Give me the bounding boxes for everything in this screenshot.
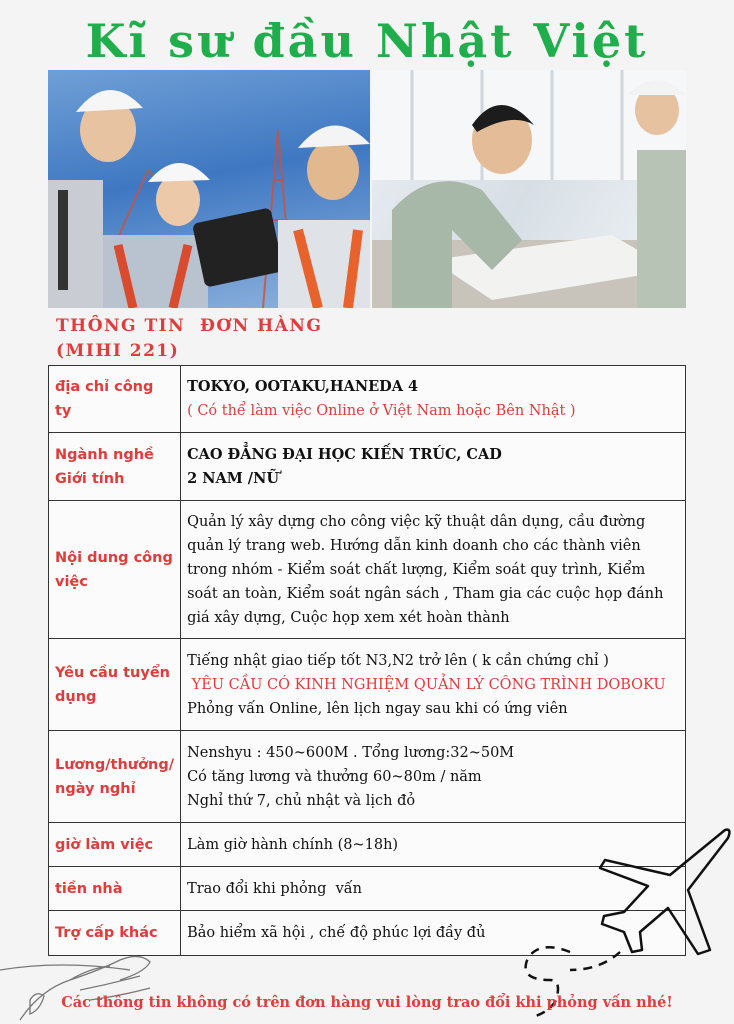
order-heading-line1: THÔNG TIN ĐƠN HÀNG (56, 316, 323, 336)
salary-value: Nenshyu : 450~600M . Tổng lương:32~50M (187, 744, 515, 761)
table-row-allowances (49, 911, 686, 956)
language-requirement: Tiếng nhật giao tiếp tốt N3,N2 trở lên ( k cần chứng chỉ ) (187, 652, 609, 669)
table-row-requirements (49, 639, 686, 731)
engineers-outdoor-illustration (48, 70, 370, 308)
row-value (181, 823, 686, 867)
engineer-desk-illustration (372, 70, 686, 308)
footer-note: Các thông tin không có trên đơn hàng vui lòng trao đổi khi phỏng vấn nhé! (61, 994, 673, 1011)
row-label: Yêu cầu tuyển dụng (49, 639, 181, 731)
working-hours-value: Làm giờ hành chính (8~18h) (187, 836, 399, 853)
row-label: tiền nhà (49, 867, 181, 911)
row-value (181, 501, 686, 639)
row-value (181, 366, 686, 433)
order-info-table (48, 365, 686, 956)
row-label: Trợ cấp khác (49, 911, 181, 956)
table-row-job-description (49, 501, 686, 639)
work-location-note: ( Có thể làm việc Online ở Việt Nam hoặc Bên Nhật ) (187, 403, 576, 419)
housing-value: Trao đổi khi phỏng vấn (187, 880, 363, 897)
company-address: TOKYO, OOTAKU,HANEDA 4 (187, 378, 419, 395)
table-row-profession (49, 433, 686, 501)
job-description-text: Quản lý xây dựng cho công việc kỹ thuật dân dụng, cầu đường quản lý trang web. Hướng dẫn kinh doanh cho các thành viên trong nhóm - Kiểm soát chất lượng, Kiểm soát quy trình, Kiểm soát an toàn, Kiểm soát ngân sách , Tham gia các cuộc họp đánh giá xây dựng, Cuộc họp xem xét hoàn thành (187, 513, 664, 626)
profession-value: CAO ĐẲNG ĐẠI HỌC KIẾN TRÚC, CAD (187, 445, 502, 463)
page-title: Kĩ sư đầu Nhật Việt (85, 14, 649, 68)
row-value (181, 911, 686, 956)
order-code: (MIHI 221) (56, 341, 180, 361)
days-off-value: Nghỉ thứ 7, chủ nhật và lịch đỏ (187, 792, 416, 809)
order-heading (56, 314, 322, 364)
row-value (181, 639, 686, 731)
row-value (181, 867, 686, 911)
experience-requirement: YÊU CẦU CÓ KINH NGHIỆM QUẢN LÝ CÔNG TRÌNH DOBOKU (187, 676, 666, 693)
table-row-address (49, 366, 686, 433)
gender-value: 2 NAM /NỮ (187, 469, 279, 487)
allowances-value: Bảo hiểm xã hội , chế độ phúc lợi đầy đủ (187, 925, 486, 941)
row-label: giờ làm việc (49, 823, 181, 867)
table-row-salary (49, 731, 686, 823)
table-row-housing (49, 867, 686, 911)
row-label: Ngành nghề Giới tính (49, 433, 181, 501)
row-value (181, 731, 686, 823)
bonus-value: Có tăng lương và thưởng 60~80m / năm (187, 768, 482, 785)
interview-note: Phỏng vấn Online, lên lịch ngay sau khi có ứng viên (187, 700, 568, 717)
row-label: Lương/thưởng/ ngày nghỉ (49, 731, 181, 823)
row-value (181, 433, 686, 501)
table-row-working-hours (49, 823, 686, 867)
photo-engineers-outdoor (48, 70, 370, 308)
photo-engineer-desk (372, 70, 686, 308)
row-label: địa chỉ công ty (49, 366, 181, 433)
row-label: Nội dung công việc (49, 501, 181, 639)
